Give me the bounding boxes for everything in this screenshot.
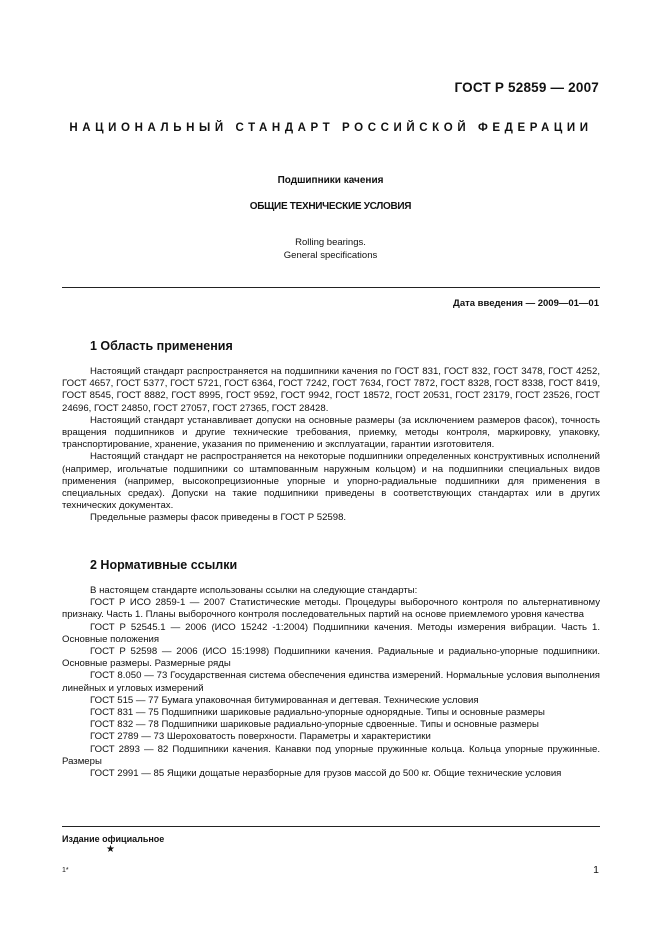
reference-item: ГОСТ 515 — 77 Бумага упаковочная битумированная и дегтевая. Технические условия <box>90 694 479 706</box>
document-subject: Подшипники качения <box>277 175 384 186</box>
reference-item: ГОСТ 8.050 — 73 Государственная система обеспечения единства измерений. Нормальные условия выполнения линейных и угловых измерений <box>62 670 600 694</box>
paragraph: Настоящий стандарт распространяется на подшипники качения по ГОСТ 831, ГОСТ 832, ГОСТ 3478, ГОСТ 4252, ГОСТ 4657, ГОСТ 5377, ГОСТ 5721, ГОСТ 6364, ГОСТ 7242, ГОСТ 7634, ГОСТ 7872, ГОСТ 8328, ГОСТ 8338, ГОСТ 8419, ГОСТ 8545, ГОСТ 8882, ГОСТ 8995, ГОСТ 9592, ГОСТ 9942, ГОСТ 18572, ГОСТ 20531, ГОСТ 23179, ГОСТ 23526, ГОСТ 24696, ГОСТ 24850, ГОСТ 27057, ГОСТ 27365, ГОСТ 28428. <box>62 366 600 414</box>
reference-item: ГОСТ 2893 — 82 Подшипники качения. Канавки под упорные пружинные кольца. Кольца упорные пружинные. Размеры <box>62 743 600 767</box>
standard-banner: НАЦИОНАЛЬНЫЙ СТАНДАРТ РОССИЙСКОЙ ФЕДЕРАЦИИ <box>69 122 593 134</box>
reference-item: ГОСТ 2789 — 73 Шероховатость поверхности. Параметры и характеристики <box>90 731 431 743</box>
section-heading: 2 Нормативные ссылки <box>90 558 238 572</box>
english-title-line: General specifications <box>283 249 378 261</box>
sheet-mark: 1* <box>62 867 69 874</box>
reference-item: ГОСТ 2991 — 85 Ящики дощатые неразборные для грузов массой до 500 кг. Общие технические условия <box>90 768 562 780</box>
document-title: ОБЩИЕ ТЕХНИЧЕСКИЕ УСЛОВИЯ <box>249 201 412 212</box>
reference-item: ГОСТ 831 — 75 Подшипники шариковые радиально-упорные однорядные. Типы и основные размеры <box>90 707 545 719</box>
paragraph: В настоящем стандарте использованы ссылки на следующие стандарты: <box>90 585 418 596</box>
paragraph: Настоящий стандарт устанавливает допуски на основные размеры (за исключением размеров фасок), точность вращения подшипников и другие технические требования, приемку, методы контроля, маркировку, упаковку, транспортирование, хранение, указания по применению и эксплуатации, гарантии изготовителя. <box>62 414 600 451</box>
paragraph: Настоящий стандарт не распространяется на некоторые подшипники определенных конструктивных исполнений (например, игольчатые подшипники со штампованным наружным кольцом) и на подшипники специальных видов применения (например, высокопрецизионные упорные и упорно-радиальные подшипники для применения в специальных средах). Допуски на такие подшипники приведены в соответствующих стандартах или в других технических документах. <box>62 451 600 512</box>
star-icon: ★ <box>106 844 115 855</box>
introduction-date: Дата введения — 2009—01—01 <box>453 298 599 309</box>
section-heading: 1 Область применения <box>90 339 233 353</box>
footer-divider <box>62 826 600 827</box>
section-body <box>62 585 600 780</box>
reference-item: ГОСТ Р 52598 — 2006 (ИСО 15:1998) Подшипники качения. Радиальные и радиально-упорные подшипники. Основные размеры. Размерные ряды <box>62 646 600 670</box>
reference-item: ГОСТ Р 52545.1 — 2006 (ИСО 15242 -1:2004) Подшипники качения. Методы измерения вибрации. Часть 1. Основные положения <box>62 621 600 645</box>
reference-item: ГОСТ Р ИСО 2859-1 — 2007 Статистические методы. Процедуры выборочного контроля по альтернативному признаку. Часть 1. Планы выборочного контроля последовательных партий на основе приемлемого уровня качества <box>62 597 600 621</box>
official-edition-label: Издание официальное <box>62 834 165 844</box>
page-number: 1 <box>593 864 599 876</box>
document-code: ГОСТ Р 52859 — 2007 <box>454 80 599 95</box>
title-divider <box>62 287 600 288</box>
reference-item: ГОСТ 832 — 78 Подшипники шариковые радиально-упорные сдвоенные. Типы и основные размеры <box>90 719 539 731</box>
section-body <box>62 366 600 525</box>
english-title-line: Rolling bearings. <box>295 237 366 248</box>
english-title <box>0 237 661 262</box>
paragraph: Предельные размеры фасок приведены в ГОСТ Р 52598. <box>90 512 347 524</box>
